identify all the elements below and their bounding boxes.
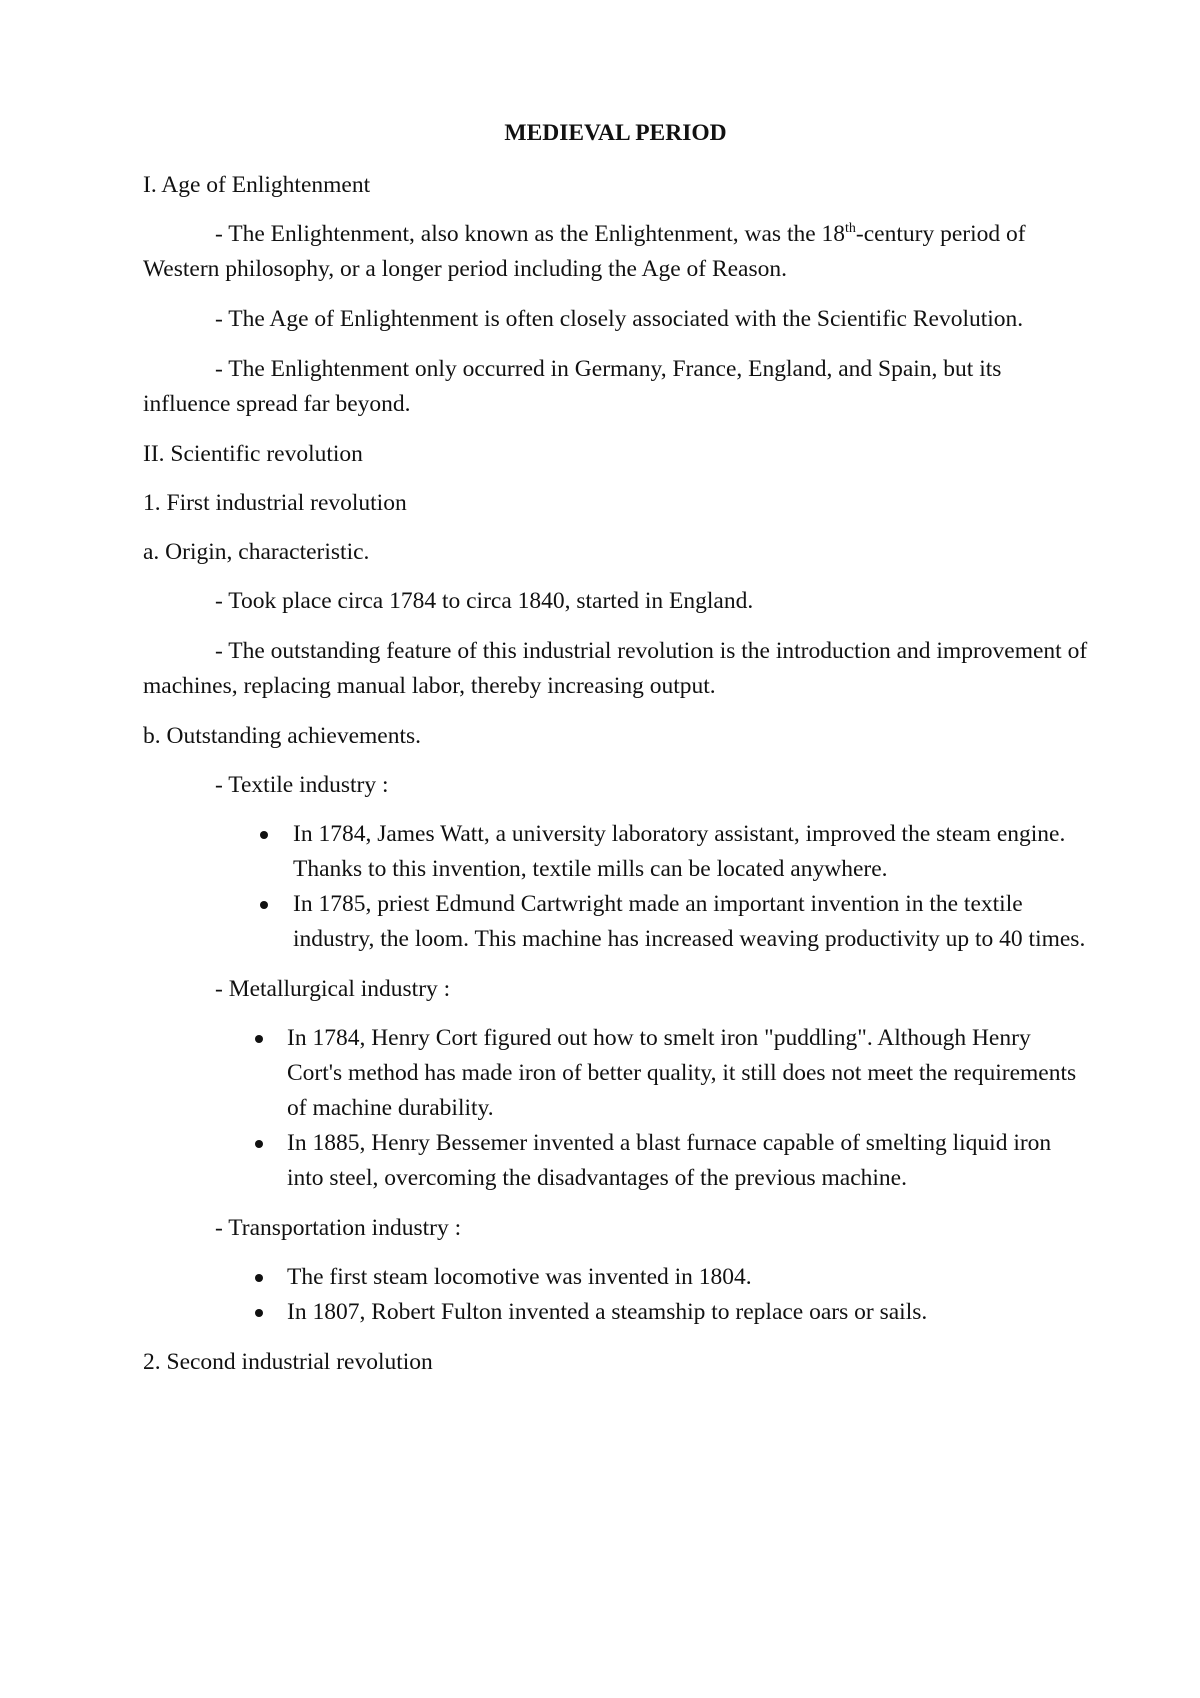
label-transportation-industry: - Transportation industry : [215,1215,462,1241]
list-transportation-achievements [143,1260,1088,1330]
paragraph-time-place: - Took place circa 1784 to circa 1840, started in England. [215,588,754,614]
list-metallurgical-achievements [143,1021,1088,1196]
bullet-icon [260,831,268,839]
section-heading-enlightenment: I. Age of Enlightenment [143,172,371,198]
list-item-text: In 1785, priest Edmund Cartwright made an important invention in the textile industry, the loom. This machine has increased weaving productivity up to 40 times. [293,891,1086,952]
bullet-icon [260,901,268,909]
document-body [143,116,1088,1394]
list-item [143,1260,1088,1295]
label-outstanding-achievements: b. Outstanding achievements. [143,723,422,749]
list-textile-achievements [143,817,1088,957]
label-textile-industry: - Textile industry : [215,772,389,798]
label-metallurgical-industry: - Metallurgical industry : [215,976,451,1002]
list-item [143,887,1088,957]
list-item-text: The first steam locomotive was invented in 1804. [287,1264,752,1290]
list-item-text: In 1784, James Watt, a university laboratory assistant, improved the steam engine. Thanks to this invention, textile mills can be located anywhere. [293,821,1066,882]
paragraph-text: -century period of Western philosophy, or a longer period including the Age of Reason. [143,221,1026,282]
superscript-th: th [845,221,856,237]
list-item [143,1126,1088,1196]
bullet-icon [255,1274,263,1282]
label-origin-characteristic: a. Origin, characteristic. [143,539,370,565]
paragraph-scientific-association: - The Age of Enlightenment is often closely associated with the Scientific Revolution. [215,306,1024,332]
bullet-icon [255,1309,263,1317]
list-item-text: In 1784, Henry Cort figured out how to smelt iron "puddling". Although Henry Cort's method has made iron of better quality, it still does not meet the requirements of machine durability. [287,1025,1077,1121]
subheading-second-industrial-revolution: 2. Second industrial revolution [143,1349,433,1375]
paragraph-enlightenment-definition [143,217,1088,287]
list-item [143,817,1088,887]
paragraph-enlightenment-countries: - The Enlightenment only occurred in Germany, France, England, and Spain, but its influence spread far beyond. [143,356,1002,417]
document-title: MEDIEVAL PERIOD [504,120,727,146]
paragraph-outstanding-feature: - The outstanding feature of this industrial revolution is the introduction and improvement of machines, replacing manual labor, thereby increasing output. [143,638,1088,699]
list-item [143,1021,1088,1126]
subheading-first-industrial-revolution: 1. First industrial revolution [143,490,407,516]
bullet-icon [255,1035,263,1043]
paragraph-text: - The Enlightenment, also known as the Enlightenment, was the 18 [215,221,846,247]
bullet-icon [255,1140,263,1148]
list-item-text: In 1885, Henry Bessemer invented a blast furnace capable of smelting liquid iron into steel, overcoming the disadvantages of the previous machine. [287,1130,1052,1191]
section-heading-scientific-revolution: II. Scientific revolution [143,441,363,467]
list-item-text: In 1807, Robert Fulton invented a steamship to replace oars or sails. [287,1299,928,1325]
list-item [143,1295,1088,1330]
